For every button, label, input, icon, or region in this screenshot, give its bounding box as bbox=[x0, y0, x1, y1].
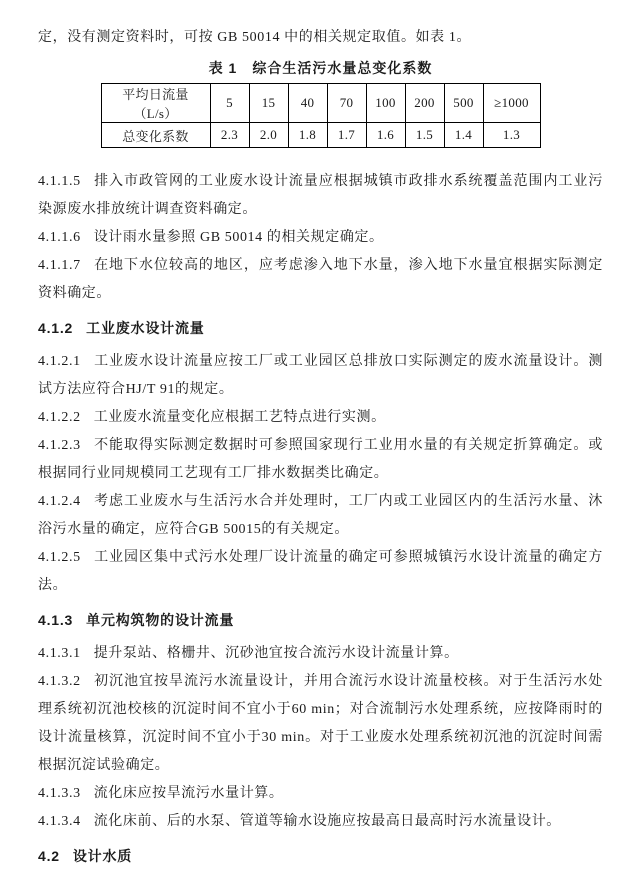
section-heading bbox=[38, 842, 603, 870]
clause-paragraph bbox=[38, 488, 603, 544]
clause-number: 4.1.2.4 bbox=[38, 494, 81, 509]
clause-paragraph bbox=[38, 808, 603, 836]
value-cell: 70 bbox=[327, 84, 366, 123]
clause-number: 4.1.1.6 bbox=[38, 230, 81, 245]
clause-number: 4.1.3.2 bbox=[38, 674, 81, 689]
clause-number: 4.1.3.1 bbox=[38, 646, 81, 661]
clause-number: 4.2 bbox=[38, 848, 60, 864]
value-cell: 500 bbox=[444, 84, 483, 123]
value-cell: 100 bbox=[366, 84, 405, 123]
clause-paragraph bbox=[38, 348, 603, 404]
value-cell: 5 bbox=[210, 84, 249, 123]
clause-paragraph bbox=[38, 252, 603, 308]
clause-number: 4.1.3.4 bbox=[38, 814, 81, 829]
clause-paragraph bbox=[38, 432, 603, 488]
value-cell: 2.3 bbox=[210, 123, 249, 148]
value-cell: 1.8 bbox=[288, 123, 327, 148]
clause-paragraph bbox=[38, 780, 603, 808]
clause-paragraph bbox=[38, 544, 603, 600]
table-row-coefficient bbox=[101, 123, 540, 148]
value-cell: 1.3 bbox=[483, 123, 540, 148]
intro-paragraph: 定，没有测定资料时，可按 GB 50014 中的相关规定取值。如表 1。 bbox=[38, 30, 472, 45]
clause-text: 排入市政管网的工业废水设计流量应根据城镇市政排水系统覆盖范围内工业污染源废水排放统计调查资料确定。 bbox=[38, 174, 603, 217]
clause-text: 工业园区集中式污水处理厂设计流量的确定可参照城镇污水设计流量的确定方法。 bbox=[38, 550, 603, 593]
clause-paragraph bbox=[38, 168, 603, 224]
clause-text: 流化床前、后的水泵、管道等输水设施应按最高日最高时污水流量设计。 bbox=[93, 814, 561, 829]
clauses bbox=[38, 168, 603, 870]
value-cell: 1.6 bbox=[366, 123, 405, 148]
row-label-cell: 总变化系数 bbox=[101, 123, 210, 148]
table-title: 表 1 综合生活污水量总变化系数 bbox=[208, 60, 433, 76]
value-cell: 2.0 bbox=[249, 123, 288, 148]
value-cell: 1.7 bbox=[327, 123, 366, 148]
clause-text: 设计水质 bbox=[72, 848, 133, 864]
clause-text: 考虑工业废水与生活污水合并处理时，工厂内或工业园区内的生活污水量、沐浴污水量的确定，应符合GB 50015的有关规定。 bbox=[38, 494, 603, 537]
clause-text: 流化床应按旱流污水量计算。 bbox=[93, 786, 284, 801]
section-heading bbox=[38, 606, 603, 634]
clause-number: 4.1.2.2 bbox=[38, 410, 81, 425]
clause-text: 设计雨水量参照 GB 50014 的相关规定确定。 bbox=[93, 230, 384, 245]
clause-number: 4.1.3.3 bbox=[38, 786, 81, 801]
clause-number: 4.1.2 bbox=[38, 320, 74, 336]
clause-text: 单元构筑物的设计流量 bbox=[86, 612, 235, 628]
value-cell: 1.4 bbox=[444, 123, 483, 148]
value-cell: 1.5 bbox=[405, 123, 444, 148]
clause-number: 4.1.1.7 bbox=[38, 258, 81, 273]
clause-text: 工业废水流量变化应根据工艺特点进行实测。 bbox=[93, 410, 386, 425]
clause-text: 工业废水设计流量 bbox=[86, 320, 205, 336]
value-cell: 15 bbox=[249, 84, 288, 123]
clause-number: 4.1.2.5 bbox=[38, 550, 81, 565]
clause-text: 工业废水设计流量应按工厂或工业园区总排放口实际测定的废水流量设计。测试方法应符合HJ/T 91的规定。 bbox=[38, 354, 603, 397]
coefficient-table-body bbox=[101, 84, 540, 148]
section-heading bbox=[38, 314, 603, 342]
clause-paragraph bbox=[38, 404, 603, 432]
clause-number: 4.1.3 bbox=[38, 612, 74, 628]
clause-paragraph bbox=[38, 668, 603, 780]
clause-paragraph bbox=[38, 640, 603, 668]
clause-number: 4.1.2.1 bbox=[38, 354, 81, 369]
clause-text: 不能取得实际测定数据时可参照国家现行工业用水量的有关规定折算确定。或根据同行业同规模同工艺现有工厂排水数据类比确定。 bbox=[38, 438, 603, 481]
clause-paragraph bbox=[38, 224, 603, 252]
clause-text: 在地下水位较高的地区，应考虑渗入地下水量，渗入地下水量宜根据实际测定资料确定。 bbox=[38, 258, 603, 301]
clause-number: 4.1.2.3 bbox=[38, 438, 81, 453]
coefficient-table bbox=[101, 83, 541, 148]
clause-text: 提升泵站、格栅井、沉砂池宜按合流污水设计流量计算。 bbox=[93, 646, 459, 661]
row-label-cell: 平均日流量（L/s） bbox=[101, 84, 210, 123]
clause-number: 4.1.1.5 bbox=[38, 174, 81, 189]
clause-text: 初沉池宜按旱流污水流量设计，并用合流污水设计流量校核。对于生活污水处理系统初沉池校核的沉淀时间不宜小于60 min；对合流制污水处理系统，应按降雨时的设计流量核算，沉淀时间不宜小于30 min。对于工业废水处理系统初沉池的沉淀时间需根据沉淀试验确定。 bbox=[38, 674, 603, 773]
table-row-flow bbox=[101, 84, 540, 123]
value-cell: 40 bbox=[288, 84, 327, 123]
value-cell: 200 bbox=[405, 84, 444, 123]
value-cell: ≥1000 bbox=[483, 84, 540, 123]
